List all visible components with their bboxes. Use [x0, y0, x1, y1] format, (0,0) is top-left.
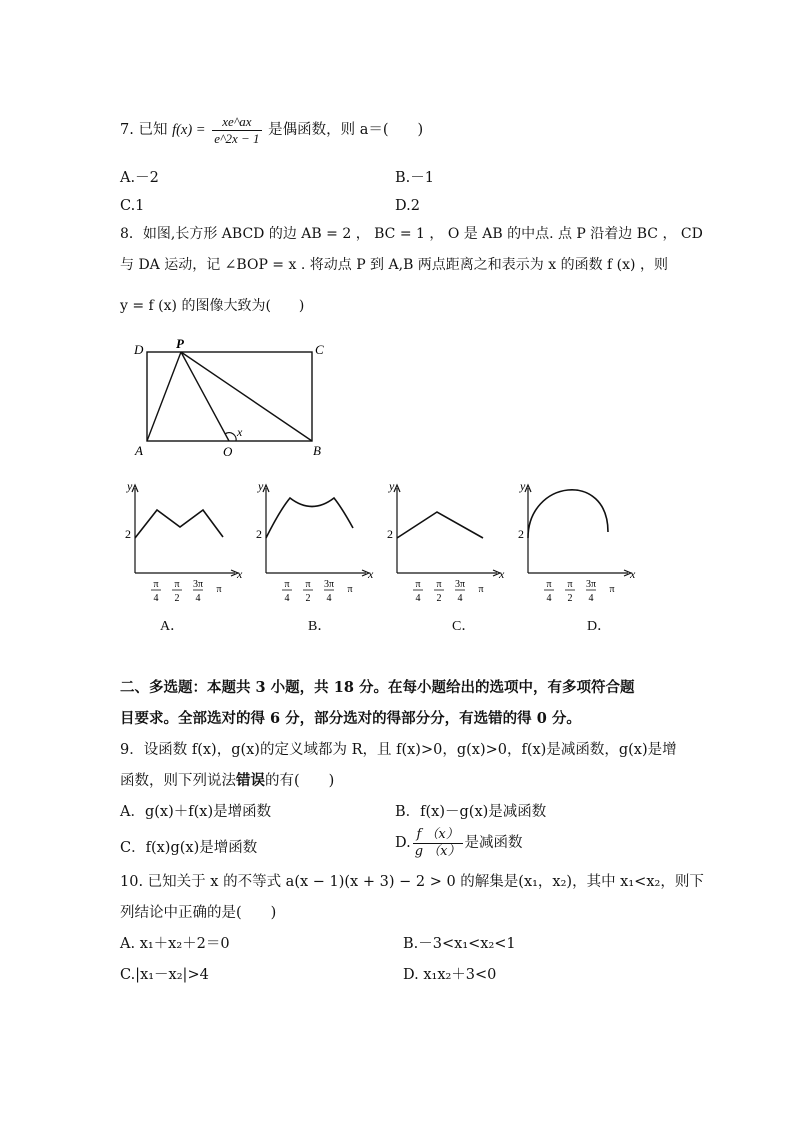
y-axis-label: y — [389, 480, 395, 493]
x-tick-label: π — [436, 579, 442, 590]
label-c: C — [315, 342, 324, 357]
q9-option-d-numerator: f （x） — [413, 827, 463, 844]
q9-option-d-text: 是减函数 — [464, 835, 523, 851]
q7-fraction — [212, 114, 261, 147]
x-tick-label: π — [174, 579, 180, 590]
q9-option-d-label: D. — [395, 835, 411, 851]
x-axis-label: x — [630, 567, 636, 581]
q9-option-d-fraction — [413, 827, 463, 860]
x-tick-label: 2 — [305, 593, 311, 604]
q8-line-1: 8．如图,长方形 ABCD 的边 AB = 2 ， BC = 1 ， O 是 AB 的中点. 点 P 沿着边 BC ， CD — [120, 226, 703, 242]
y-tick-2: 2 — [518, 527, 524, 541]
q7-fx: f(x) = — [172, 122, 206, 138]
x-axis-label: x — [237, 567, 243, 581]
x-tick-label: π — [216, 584, 222, 595]
label-x-angle: x — [237, 425, 243, 439]
x-tick-label: π — [415, 579, 421, 590]
y-tick-2: 2 — [125, 527, 131, 541]
q9-emphasis-wrong: 错误 — [236, 772, 265, 789]
x-tick-label: 3π — [454, 579, 466, 590]
q7-option-c: C.1 — [120, 198, 145, 214]
section-2-line-1: 二、多选题：本题共 3 小题，共 18 分。在每小题给出的选项中，有多项符合题 — [120, 679, 635, 696]
q7-suffix: 是偶函数，则 — [268, 122, 356, 138]
x-tick-label: π — [347, 584, 353, 595]
x-tick-label: 3π — [192, 579, 204, 590]
q9-option-d-denominator: g （x） — [414, 843, 461, 859]
q7-prefix: 已知 — [138, 122, 168, 138]
x-tick-label: π — [153, 579, 159, 590]
label-d: D — [134, 342, 144, 357]
q7-number: 7. — [120, 122, 134, 138]
y-tick-2: 2 — [387, 527, 393, 541]
x-axis-label: x — [499, 567, 505, 581]
x-axis-label: x — [368, 567, 374, 581]
q9-line-1: 9．设函数 f(x)，g(x)的定义域都为 R，且 f(x)>0，g(x)>0，f(x)是减函数，g(x)是增 — [120, 742, 677, 758]
x-tick-label: 4 — [546, 593, 552, 604]
graph-curve — [528, 490, 608, 538]
q10-option-a: A. x₁＋x₂＋2＝0 — [120, 936, 230, 952]
q7-ask: a＝( ) — [359, 122, 424, 138]
y-axis-label: y — [520, 480, 526, 493]
x-tick-label: 4 — [588, 593, 594, 604]
q9-line-2 — [120, 769, 334, 790]
graph-caption-c: C． — [452, 619, 476, 634]
graph-option-b — [256, 480, 376, 615]
graph-caption-b: B． — [308, 619, 332, 634]
q9-option-c: C．f(x)g(x)是增函数 — [120, 840, 258, 856]
q10-line-2: 列结论中正确的是( ) — [120, 905, 277, 921]
y-axis-label: y — [127, 480, 133, 493]
x-tick-label: 4 — [326, 593, 332, 604]
q9-line-2-start: 函数，则下列说法 — [120, 773, 236, 789]
graph-option-a — [125, 480, 245, 615]
x-tick-label: 4 — [195, 593, 201, 604]
q7-option-b: B.－1 — [395, 170, 434, 186]
q7-option-d: D.2 — [395, 198, 420, 214]
label-b: B — [313, 443, 321, 458]
q7-option-a: A.－2 — [120, 170, 159, 186]
rectangle-figure — [128, 335, 338, 460]
graph-option-c — [387, 480, 507, 615]
x-tick-label: π — [284, 579, 290, 590]
y-tick-2: 2 — [256, 527, 262, 541]
x-tick-label: 2 — [174, 593, 180, 604]
q9-option-d — [395, 823, 523, 863]
x-tick-label: 4 — [284, 593, 290, 604]
x-tick-label: π — [609, 584, 615, 595]
graph-caption-a: A． — [160, 619, 185, 634]
x-tick-label: π — [478, 584, 484, 595]
label-o: O — [223, 444, 233, 459]
y-axis-label: y — [258, 480, 264, 493]
graph-curve — [266, 498, 353, 538]
q10-option-b: B.－3<x₁<x₂<1 — [403, 936, 516, 952]
q9-option-b: B．f(x)－g(x)是减函数 — [395, 804, 547, 820]
section-2-line-2: 目要求。全部选对的得 6 分，部分选对的得部分分，有选错的得 0 分。 — [120, 710, 581, 727]
x-tick-label: 3π — [585, 579, 597, 590]
x-tick-label: 4 — [415, 593, 421, 604]
x-tick-label: π — [546, 579, 552, 590]
label-p: P — [176, 336, 184, 351]
q7-fraction-numerator: xe^ax — [212, 114, 261, 131]
x-tick-label: 4 — [457, 593, 463, 604]
x-tick-label: 4 — [153, 593, 159, 604]
x-tick-label: 3π — [323, 579, 335, 590]
q7-stem — [120, 113, 423, 147]
q10-line-1: 10. 已知关于 x 的不等式 a(x − 1)(x + 3) − 2 > 0 的解集是(x₁，x₂)，其中 x₁<x₂，则下 — [120, 874, 704, 890]
x-tick-label: 2 — [567, 593, 573, 604]
q9-option-a: A．g(x)＋f(x)是增函数 — [120, 804, 272, 820]
graph-curve — [135, 510, 223, 538]
q10-option-c: C.|x₁－x₂|>4 — [120, 967, 209, 983]
x-tick-label: 2 — [436, 593, 442, 604]
q10-option-d: D. x₁x₂＋3<0 — [403, 967, 497, 983]
x-tick-label: π — [567, 579, 573, 590]
q9-line-2-end: 的有( ) — [265, 773, 335, 789]
q8-line-3: y = f (x) 的图像大致为( ) — [120, 298, 305, 314]
graph-curve — [397, 512, 483, 538]
graph-option-d — [518, 480, 638, 615]
q8-line-2: 与 DA 运动，记 ∠BOP = x . 将动点 P 到 A,B 两点距离之和表示为 x 的函数 f (x) ，则 — [120, 257, 668, 273]
graph-caption-d: D． — [587, 619, 612, 634]
label-a: A — [135, 443, 143, 458]
x-tick-label: π — [305, 579, 311, 590]
q7-fraction-denominator: e^2x − 1 — [214, 130, 260, 146]
